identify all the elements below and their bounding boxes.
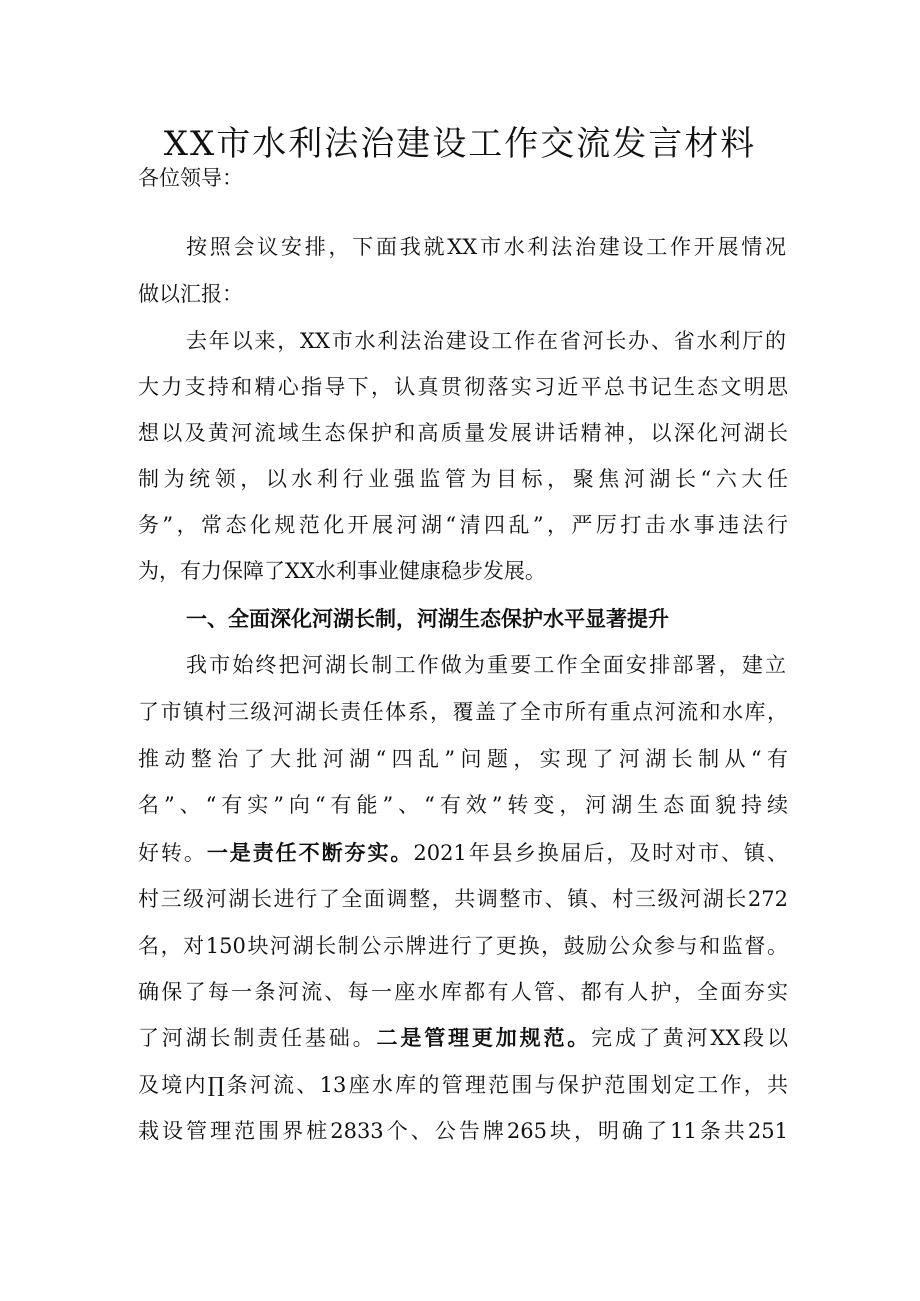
paragraph-line: 名”、“有实”向“有能”、“有效”转变，河湖生态面貌持续: [138, 793, 788, 817]
document-title: XX市水利法治建设工作交流发言材料: [163, 124, 757, 164]
paragraph-line: 做以汇报：: [138, 282, 243, 306]
paragraph-line: [138, 1023, 788, 1053]
paragraph-line: 去年以来，XX市水利法治建设工作在省河长办、省水利厅的: [186, 329, 786, 353]
section-heading: 一、全面深化河湖长制，河湖生态保护水平显著提升: [186, 606, 669, 631]
paragraph-line: 推动整治了大批河湖“四乱”问题，实现了河湖长制从“有: [138, 747, 788, 771]
line-text: 了河湖长制责任基础。: [138, 1026, 377, 1050]
salutation: 各位领导：: [138, 166, 243, 190]
paragraph-line: 及境内∏条河流、13座水库的管理范围与保护范围划定工作，共: [138, 1073, 788, 1097]
paragraph-line: 大力支持和精心指导下，认真贯彻落实习近平总书记生态文明思: [138, 375, 788, 399]
paragraph-line: 为，有力保障了XX水利事业健康稳步发展。: [138, 559, 546, 583]
paragraph-line: 想以及黄河流域生态保护和高质量发展讲话精神，以深化河湖长: [138, 421, 788, 445]
line-text: 完成了黄河XX段以: [591, 1026, 789, 1050]
paragraph-line: 务”，常态化规范化开展河湖“清四乱”，严厉打击水事违法行: [138, 513, 788, 537]
paragraph-line: 确保了每一条河流、每一座水库都有人管、都有人护，全面夯实: [138, 980, 788, 1004]
paragraph-line: 村三级河湖长进行了全面调整，共调整市、镇、村三级河湖长272: [138, 887, 788, 911]
paragraph-line: 我市始终把河湖长制工作做为重要工作全面安排部署，建立: [186, 653, 786, 677]
paragraph-line: 按照会议安排，下面我就XX市水利法治建设工作开展情况: [186, 235, 786, 259]
paragraph-line: 了市镇村三级河湖长责任体系，覆盖了全市所有重点河流和水库，: [138, 700, 788, 724]
paragraph-line: 制为统领，以水利行业强监管为目标，聚焦河湖长“六大任: [138, 467, 788, 491]
line-text: 2021年县乡换届后，及时对市、镇、: [413, 841, 789, 865]
emphasis-text: 一是责任不断夯实。: [206, 840, 414, 865]
paragraph-line: 名，对150块河湖长制公示牌进行了更换，鼓励公众参与和监督。: [138, 934, 788, 958]
emphasis-text: 二是管理更加规范。: [376, 1025, 592, 1050]
paragraph-line: [138, 838, 788, 868]
paragraph-line: 栽设管理范围界桩2833个、公告牌265块，明确了11条共251: [138, 1119, 788, 1143]
line-text: 好转。: [138, 841, 207, 865]
